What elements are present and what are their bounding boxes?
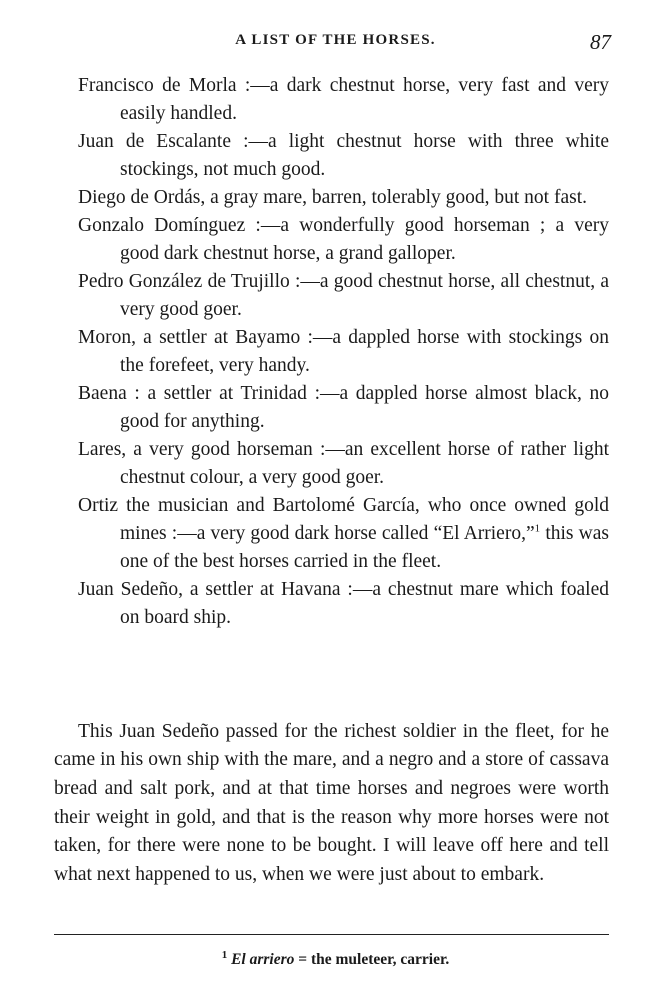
page-header bbox=[0, 30, 671, 56]
list-entry: Moron, a settler at Bayamo :—a dappled horse with stockings on the forefeet, very handy. bbox=[78, 327, 609, 376]
horse-list bbox=[78, 72, 609, 632]
list-entry-ortiz bbox=[78, 492, 609, 576]
footnote bbox=[0, 948, 671, 969]
list-entry: Juan Sedeño, a settler at Havana :—a chestnut mare which foaled on board ship. bbox=[78, 579, 609, 628]
entry-text: Ortiz the musician and Bartolomé García, who once owned gold mines :—a very good dark horse called “El Arriero,” bbox=[78, 495, 609, 544]
page-number: 87 bbox=[590, 30, 611, 54]
list-entry: Francisco de Morla :—a dark chestnut horse, very fast and very easily handled. bbox=[78, 75, 609, 124]
footnote-number: 1 bbox=[221, 948, 228, 961]
body-paragraph: This Juan Sedeño passed for the richest soldier in the fleet, for he came in his own ship with the mare, and a negro and a store of cassava bread and salt pork, and at that time horses and negroes were worth their weight in gold, and that is the reason why more horses were not taken, for there were none to be bought. I will leave off here and tell what next happened to us, when we were just about to embark. bbox=[54, 720, 609, 886]
entry-text: this was one of the best horses carried in the fleet. bbox=[120, 523, 610, 572]
list-entry: Juan de Escalante :—a light chestnut horse with three white stockings, not much good. bbox=[78, 131, 609, 180]
list-entry: Lares, a very good horseman :—an excellent horse of rather light chestnut colour, a very good goer. bbox=[78, 439, 609, 488]
footnote-divider bbox=[54, 934, 609, 935]
running-title: A LIST OF THE HORSES. bbox=[235, 32, 436, 48]
list-entry: Pedro González de Trujillo :—a good chestnut horse, all chestnut, a very good goer. bbox=[78, 271, 609, 320]
list-entry: Gonzalo Domínguez :—a wonderfully good horseman ; a very good dark chestnut horse, a grand galloper. bbox=[78, 215, 609, 264]
footnote-definition: = the muleteer, carrier. bbox=[298, 951, 450, 968]
list-entry: Baena : a settler at Trinidad :—a dappled horse almost black, no good for anything. bbox=[78, 383, 609, 432]
footnote-term: El arriero bbox=[231, 951, 295, 968]
list-entry: Diego de Ordás, a gray mare, barren, tolerably good, but not fast. bbox=[78, 187, 587, 208]
footnote-marker: 1 bbox=[534, 522, 541, 535]
